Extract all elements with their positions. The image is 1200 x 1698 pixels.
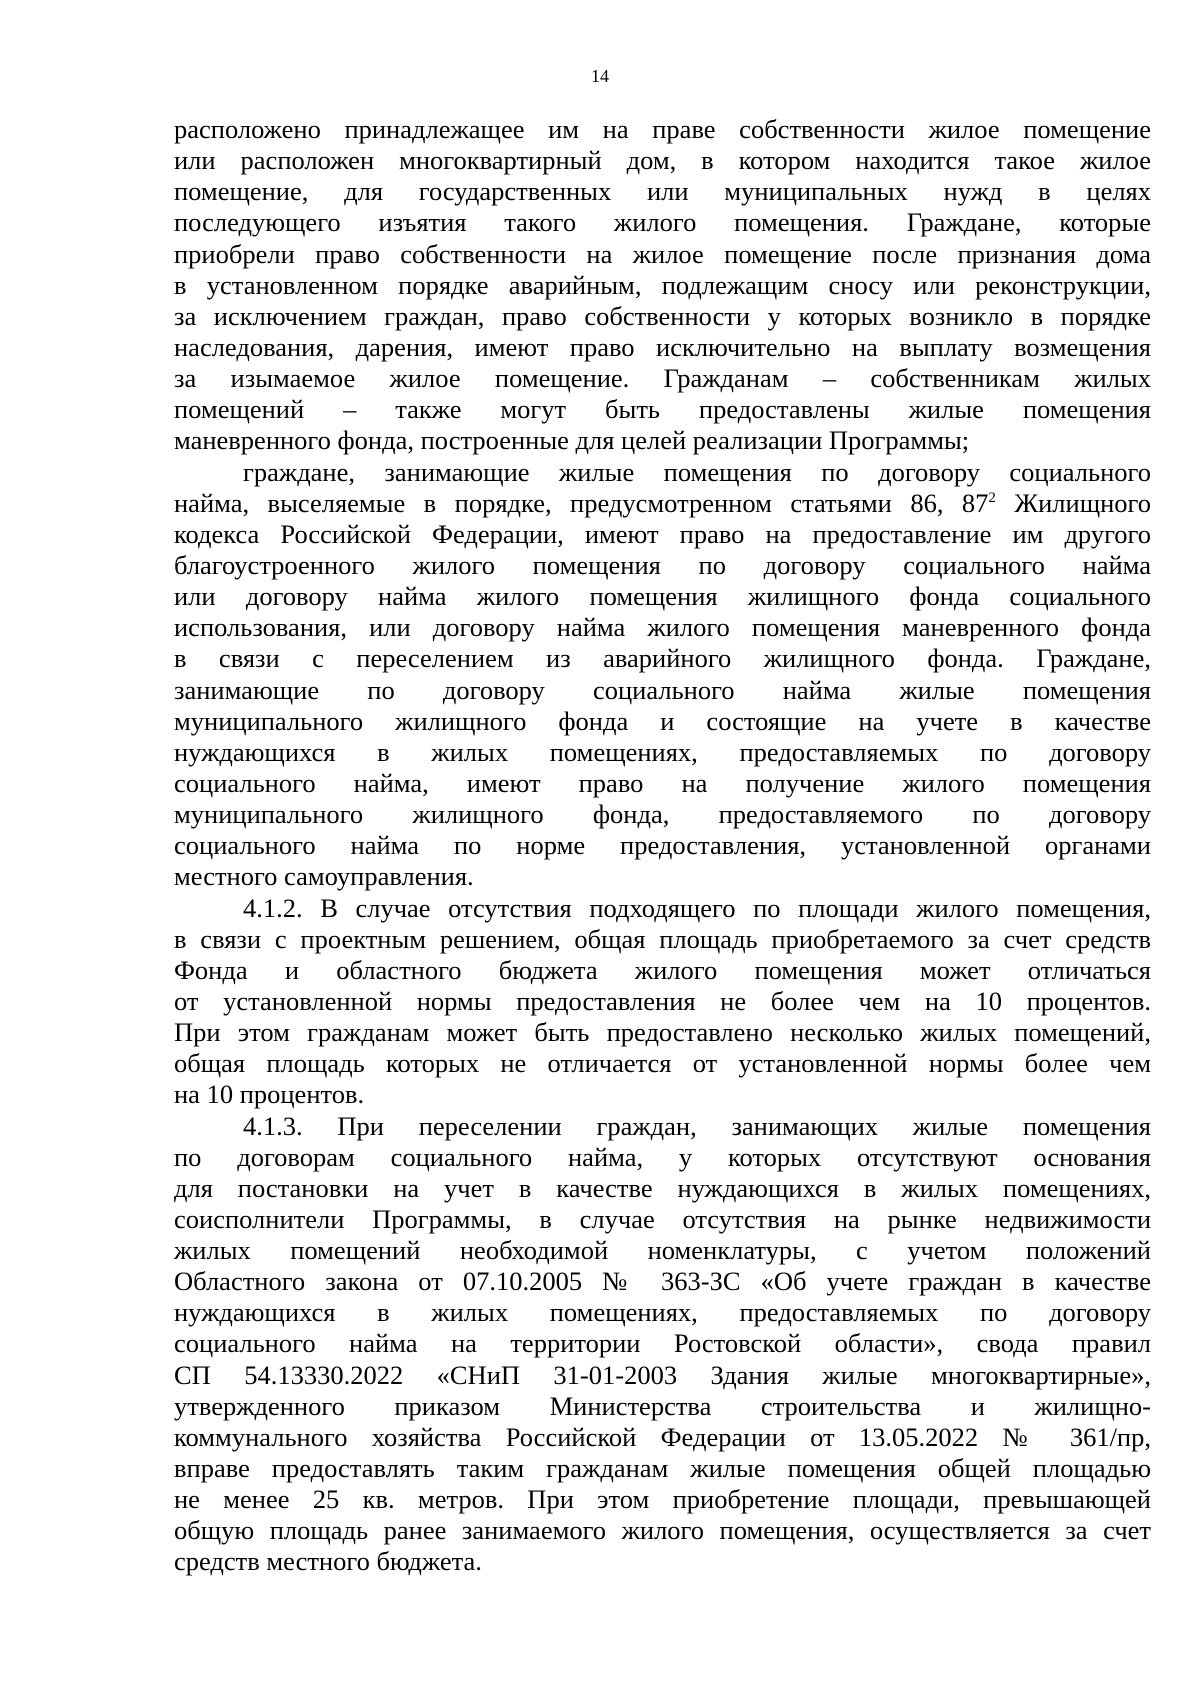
paragraph-2 [174,457,1151,893]
text-line: социального найма на территории Ростовской области», свода правил [174,1328,1151,1359]
text-line: в связи с переселением из аварийного жилищного фонда. Граждане, [174,643,1151,674]
text-line: местного самоуправления. [174,861,474,892]
text-line: за изымаемое жилое помещение. Гражданам – собственникам жилых [174,363,1151,394]
text-line: утвержденного приказом Министерства строительства и жилищно- [174,1390,1151,1421]
document-body [174,114,1151,1578]
text-line: за исключением граждан, право собственности у которых возникло в порядке [174,300,1151,331]
text-line: нуждающихся в жилых помещениях, предоставляемых по договору [174,1297,1151,1328]
text-line: 4.1.2. В случае отсутствия подходящего по площади жилого помещения, [243,892,1151,923]
text-line: наследования, дарения, имеют право исключительно на выплату возмещения [174,331,1151,362]
text-line: по договорам социального найма, у которых отсутствуют основания [174,1141,1151,1172]
text-line: социального найма по норме предоставления, установленной органами [174,830,1151,861]
text-line: коммунального хозяйства Российской Федерации от 13.05.2022 № 361/пр, [174,1421,1151,1452]
text-line: или расположен многоквартирный дом, в котором находится такое жилое [174,145,1151,176]
paragraph-4-1-2 [174,893,1151,1111]
text-line: граждане, занимающие жилые помещения по договору социального [243,456,1151,487]
text-line: СП 54.13330.2022 «СНиП 31-01-2003 Здания жилые многоквартирные», [174,1359,1151,1390]
page-number: 14 [591,66,609,86]
text-line: или договору найма жилого помещения жилищного фонда социального [174,581,1151,612]
text-line: от установленной нормы предоставления не более чем на 10 процентов. [174,985,1151,1016]
text-line: благоустроенного жилого помещения по договору социального найма [174,549,1151,580]
text-line: для постановки на учет в качестве нуждающихся в жилых помещениях, [174,1172,1151,1203]
text-line: занимающие по договору социального найма жилые помещения [174,674,1151,705]
text-line: При этом гражданам может быть предоставлено несколько жилых помещений, [174,1017,1151,1048]
text-line: помещение, для государственных или муниципальных нужд в целях [174,176,1151,207]
text-line: общую площадь ранее занимаемого жилого помещения, осуществляется за счет [174,1515,1151,1546]
text-line: 4.1.3. При переселении граждан, занимающих жилые помещения [243,1110,1151,1141]
text-line: маневренного фонда, построенные для целей реализации Программы; [174,425,970,456]
text-line: кодекса Российской Федерации, имеют право на предоставление им другого [174,518,1151,549]
text-line: Фонда и областного бюджета жилого помещения может отличаться [174,954,1151,985]
text-line: социального найма, имеют право на получение жилого помещения [174,767,1151,798]
text-line: не менее 25 кв. метров. При этом приобретение площади, превышающей [174,1484,1151,1515]
paragraph-4-1-3 [174,1111,1151,1578]
text-line: Областного закона от 07.10.2005 № 363-ЗС «Об учете граждан в качестве [174,1266,1151,1297]
text-line: муниципального жилищного фонда, предоставляемого по договору [174,799,1151,830]
text-line: в связи с проектным решением, общая площадь приобретаемого за счет средств [174,923,1151,954]
text-line: в установленном порядке аварийным, подлежащим сносу или реконструкции, [174,269,1151,300]
text-line: средств местного бюджета. [174,1546,482,1577]
text-line: расположено принадлежащее им на праве собственности жилое помещение [174,114,1151,144]
text-line: жилых помещений необходимой номенклатуры, с учетом положений [174,1235,1151,1266]
text-line: вправе предоставлять таким гражданам жилые помещения общей площадью [174,1453,1151,1484]
text-line: на 10 процентов. [174,1079,365,1110]
text-line: использования, или договору найма жилого помещения маневренного фонда [174,612,1151,643]
text-line-with-superscript: найма, выселяемые в порядке, предусмотренном статьями 86, $87^2$ Жилищного [174,487,1151,518]
superscript-2: 2 [988,489,996,506]
text-line: последующего изъятия такого жилого помещения. Граждане, которые [174,207,1151,238]
paragraph-1 [174,114,1151,457]
text-line: помещений – также могут быть предоставлены жилые помещения [174,394,1151,425]
text-line: соисполнители Программы, в случае отсутствия на рынке недвижимости [174,1203,1151,1234]
text-line: нуждающихся в жилых помещениях, предоставляемых по договору [174,736,1151,767]
text-line: приобрели право собственности на жилое помещение после признания дома [174,238,1151,269]
text-line: общая площадь которых не отличается от установленной нормы более чем [174,1048,1151,1079]
text-line: муниципального жилищного фонда и состоящие на учете в качестве [174,705,1151,736]
